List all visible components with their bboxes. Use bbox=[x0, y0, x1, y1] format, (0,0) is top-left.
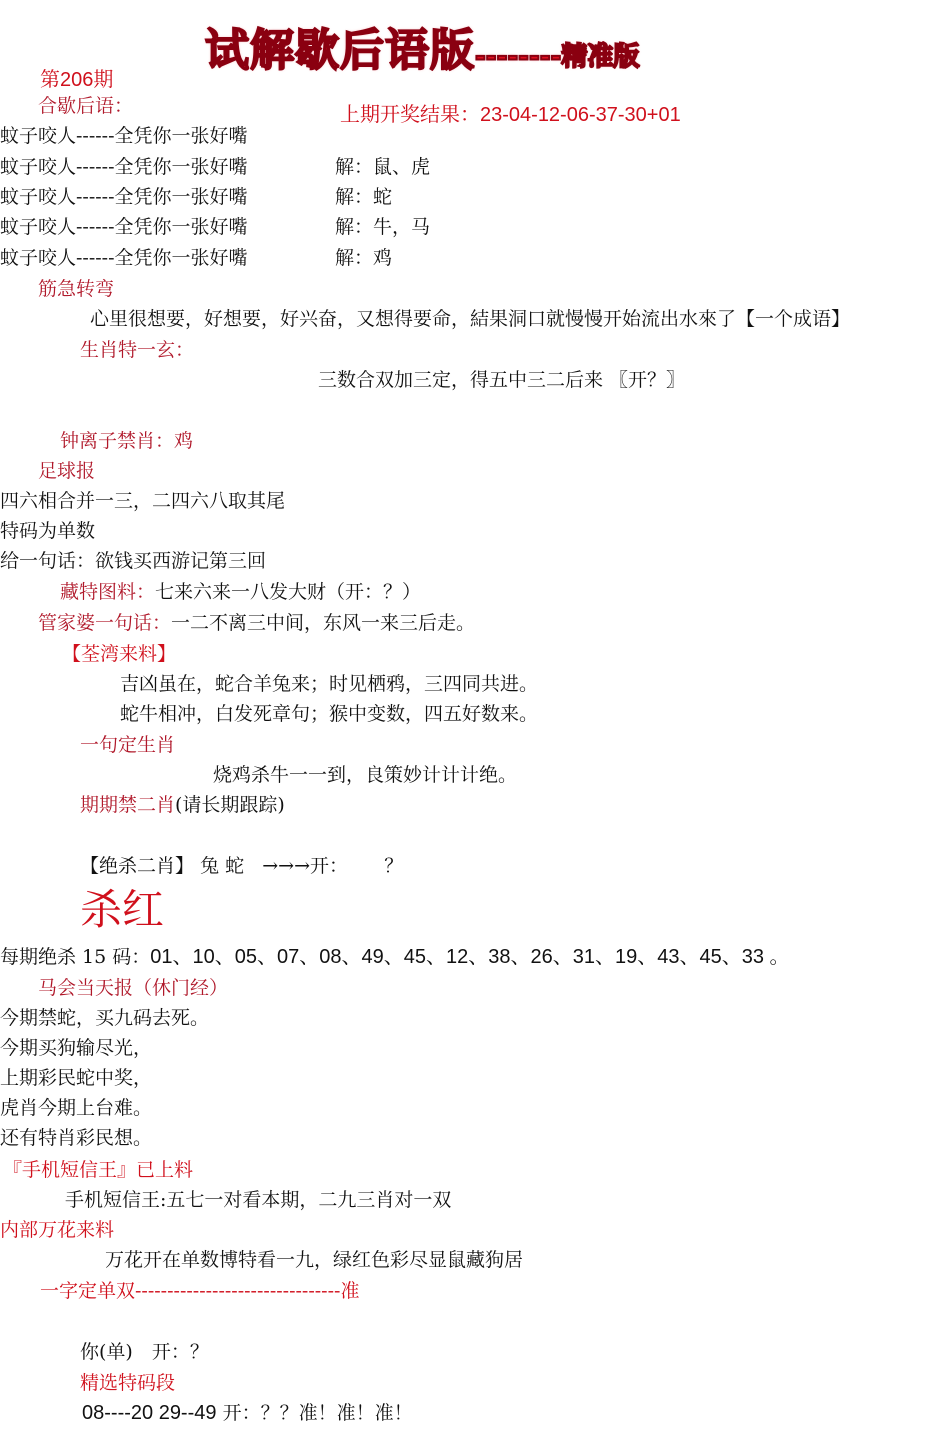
tsuen-wan-line: 蛇牛相冲，白发死章句；猴中变数，四五好数来。 bbox=[120, 703, 539, 725]
kill15-numbers: 01、10、05、07、08、49、45、12、38、26、31、19、43、45、33 。 bbox=[150, 946, 790, 968]
kill-two-values: 兔 蛇 bbox=[200, 855, 245, 877]
special-range bbox=[82, 1401, 413, 1425]
riddle-line: 蚊子咬人------全凭你一张好嘴 bbox=[0, 186, 248, 208]
football-line: 四六相合并一三，二四六八取其尾 bbox=[0, 490, 286, 512]
zhongli-ban: 钟离子禁肖：鸡 bbox=[60, 430, 194, 452]
zodiac-one-text: 三数合双加三定，得五中三二后来 〖开？〗 bbox=[318, 369, 686, 391]
football-line: 特码为单数 bbox=[0, 520, 96, 542]
ban-two bbox=[80, 793, 285, 817]
special-range-values: 08----20 29--49 bbox=[82, 1402, 217, 1424]
riddle-answer: 解：鼠、虎 bbox=[335, 156, 431, 178]
kill-two-label: 【绝杀二肖】 bbox=[80, 855, 195, 877]
kill-red-heading: 杀红 bbox=[80, 885, 165, 934]
odd-even-heading: 一字定单双--------------------------------准 bbox=[40, 1280, 360, 1302]
special-range-tail: 开：？？准！准！准！ bbox=[222, 1402, 413, 1424]
housekeeper bbox=[38, 611, 475, 635]
hidden-chart-text: 七来六来一八发大财（开：？） bbox=[155, 581, 422, 603]
brain-teaser-text: 心里很想要，好想要，好兴奋，又想得要命，結果洞口就慢慢开始流出水來了【一个成语】 bbox=[90, 308, 851, 330]
kill15-label: 每期绝杀 15 码： bbox=[0, 946, 151, 968]
ban-two-heading: 期期禁二肖 bbox=[80, 794, 176, 816]
zodiac-one-heading: 生肖特一玄： bbox=[80, 339, 195, 361]
housekeeper-label: 管家婆一句话： bbox=[38, 612, 172, 634]
last-result-value: 23-04-12-06-37-30+01 bbox=[480, 104, 681, 126]
title-main: 试解歇后语版 bbox=[205, 25, 475, 76]
horse-club-line: 今期买狗输尽光， bbox=[0, 1037, 153, 1059]
horse-club-line: 还有特肖彩民想。 bbox=[0, 1127, 153, 1149]
riddle-line: 蚊子咬人------全凭你一张好嘴 bbox=[0, 156, 248, 178]
kill-two bbox=[80, 854, 403, 878]
ban-two-note: (请长期跟踪) bbox=[175, 794, 285, 816]
wanhua-text: 万花开在单数博特看一九，绿红色彩尽显鼠藏狗居 bbox=[105, 1249, 524, 1271]
last-result bbox=[340, 103, 681, 127]
one-line-heading: 一句定生肖 bbox=[80, 734, 176, 756]
horse-club-line: 虎肖今期上台难。 bbox=[0, 1097, 153, 1119]
last-result-label: 上期开奖结果： bbox=[340, 104, 480, 126]
brain-teaser-heading: 筋急转弯 bbox=[38, 278, 115, 300]
title-subtitle: 精准版 bbox=[561, 42, 640, 72]
hidden-chart-label: 藏特图料： bbox=[60, 581, 156, 603]
hidden-chart bbox=[60, 580, 421, 604]
housekeeper-text: 一二不离三中间，东风一来三后走。 bbox=[171, 612, 476, 634]
kill-two-arrow: →→→开： bbox=[262, 855, 348, 877]
football-line: 给一句话：欲钱买西游记第三回 bbox=[0, 550, 267, 572]
page-title bbox=[205, 14, 639, 78]
sms-king-text: 手机短信王:五七一对看本期，二九三肖对一双 bbox=[65, 1189, 452, 1211]
riddle-line: 蚊子咬人------全凭你一张好嘴 bbox=[0, 216, 248, 238]
kill-two-result: ？ bbox=[384, 855, 404, 877]
odd-even-text: 你(单) 开：？ bbox=[80, 1341, 209, 1363]
riddle-heading: 合歇后语： bbox=[38, 95, 134, 117]
riddle-answer: 解：牛，马 bbox=[335, 216, 431, 238]
issue-number: 第206期 bbox=[40, 69, 114, 91]
football-heading: 足球报 bbox=[38, 460, 96, 482]
riddle-line: 蚊子咬人------全凭你一张好嘴 bbox=[0, 247, 248, 269]
kill15 bbox=[0, 945, 790, 969]
riddle-answer: 解：蛇 bbox=[335, 186, 393, 208]
sms-king-heading: 『手机短信王』已上料 bbox=[3, 1159, 194, 1181]
horse-club-line: 今期禁蛇，买九码去死。 bbox=[0, 1007, 210, 1029]
riddle-answer: 解：鸡 bbox=[335, 247, 393, 269]
one-line-text: 烧鸡杀牛一一到，良策妙计计计绝。 bbox=[213, 764, 518, 786]
horse-club-line: 上期彩民蛇中奖， bbox=[0, 1067, 153, 1089]
riddle-line: 蚊子咬人------全凭你一张好嘴 bbox=[0, 125, 248, 147]
tsuen-wan-heading: 【荃湾来料】 bbox=[62, 643, 177, 665]
title-dashes: -------- bbox=[475, 42, 562, 72]
horse-club-heading: 马会当天报（休门经） bbox=[38, 977, 229, 999]
special-range-heading: 精选特码段 bbox=[80, 1372, 176, 1394]
wanhua-heading: 内部万花来料 bbox=[0, 1219, 115, 1241]
tsuen-wan-line: 吉凶虽在，蛇合羊兔来；时见栖鸦，三四同共进。 bbox=[120, 673, 539, 695]
